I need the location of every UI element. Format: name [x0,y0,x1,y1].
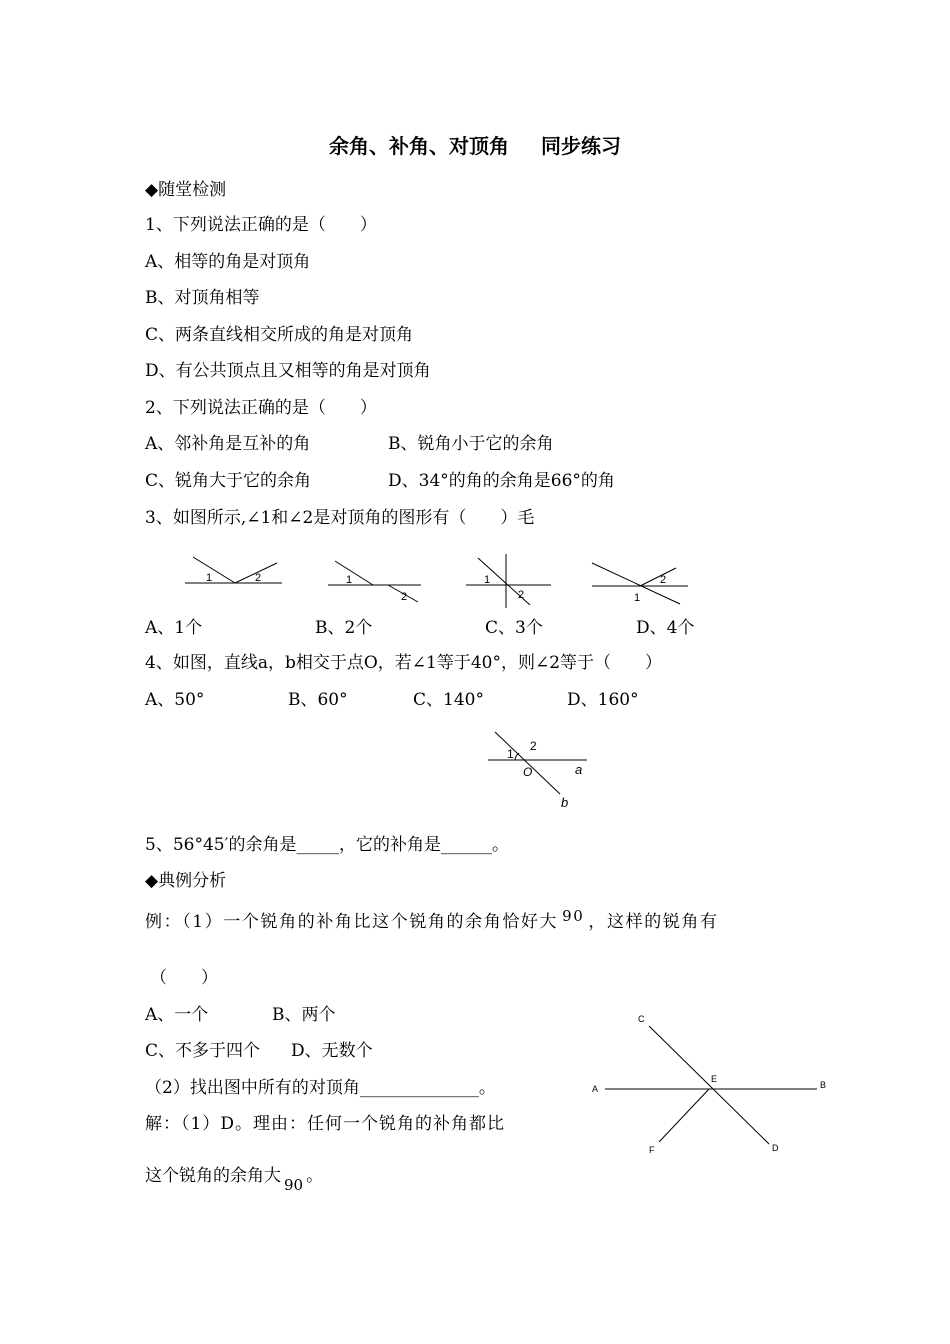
q3-fig2-label-2: 2 [401,591,408,603]
solution-number-90: 90 [284,1176,304,1194]
q3-figure-2 [328,555,428,605]
q2-option-c: C、锐角大于它的余角 [145,471,312,491]
q3-fig3-label-2: 2 [518,589,525,601]
q1-option-b: B、对顶角相等 [145,288,260,308]
q4-fig-label-a: a [575,762,583,777]
example-answer-paren: （ ） [150,968,218,988]
title-sub: 同步练习 [541,134,621,158]
q4-fig-label-1: 1 [507,747,514,761]
q4-option-a: A、50° [145,690,205,710]
q4-fig-label-2: 2 [530,739,537,753]
example-fig-label-e: E [711,1074,718,1084]
example-option-b: B、两个 [272,1005,336,1025]
example-line-1-text: 例：（1）一个锐角的补角比这个锐角的余角恰好大 [145,912,559,932]
q2-option-d: D、34°的角的余角是66°的角 [388,471,615,491]
example-option-c: C、不多于四个 [145,1041,261,1061]
example-question-2: （2）找出图中所有的对顶角______________。 [145,1078,496,1098]
example-fig-label-c: C [638,1014,645,1024]
example-fig-label-f: F [649,1145,655,1155]
q3-fig1-label-2: 2 [255,572,262,584]
q1-option-c: C、两条直线相交所成的角是对顶角 [145,325,414,345]
q1-stem: 1、下列说法正确的是（ ） [145,215,377,235]
q3-option-c: C、3个 [485,618,543,638]
q3-figure-3 [466,552,556,608]
q3-option-d: D、4个 [636,618,695,638]
q3-fig1-label-1: 1 [206,572,213,584]
q4-figure [485,728,595,813]
example-line-1 [145,907,719,932]
example-fig-label-a: A [592,1084,599,1094]
q4-fig-label-b: b [561,795,569,810]
q4-option-d: D、160° [567,690,639,710]
q3-option-a: A、1个 [145,618,203,638]
example-fig-label-d: D [772,1143,779,1153]
q5-stem: 5、56°45′的余角是_____，它的补角是______。 [145,835,509,855]
q3-figure-1 [185,555,285,590]
q4-option-b: B、60° [288,690,348,710]
solution-line-2-text: 这个锐角的余角大 [145,1166,281,1186]
q3-figure-4 [590,558,690,608]
q3-fig2-label-1: 1 [346,574,353,586]
q3-fig4-label-1: 1 [634,592,641,604]
q4-option-c: C、140° [413,690,484,710]
q3-option-b: B、2个 [315,618,373,638]
q1-option-d: D、有公共顶点且又相等的角是对顶角 [145,361,431,381]
section-heading-quiz: ◆随堂检测 [145,180,227,200]
title-main: 余角、补角、对顶角 [329,134,509,158]
example-fig-label-b: B [820,1080,827,1090]
solution-line-2 [145,1166,324,1194]
solution-line-2-end: 。 [306,1166,324,1186]
q3-fig4-label-2: 2 [660,574,667,586]
page-title [0,130,950,159]
q2-option-a: A、邻补角是互补的角 [145,434,311,454]
q2-option-b: B、锐角小于它的余角 [388,434,554,454]
q3-fig3-label-1: 1 [484,574,491,586]
solution-line-1: 解：（1）D。理由：任何一个锐角的补角都比 [145,1114,505,1134]
example-option-a: A、一个 [145,1005,209,1025]
example-line-1-end: ，这样的锐角有 [588,912,719,932]
example-figure [585,1010,835,1160]
q4-stem: 4、如图，直线a，b相交于点O，若∠1等于40°，则∠2等于（ ） [145,653,663,673]
q2-stem: 2、下列说法正确的是（ ） [145,398,377,418]
example-option-d: D、无数个 [291,1041,373,1061]
q4-fig-label-o: O [523,765,533,779]
q1-option-a: A、相等的角是对顶角 [145,252,311,272]
example-number-90: 90 [562,907,585,925]
q3-stem: 3、如图所示,∠1和∠2是对顶角的图形有（ ）毛 [145,508,535,528]
section-heading-examples: ◆典例分析 [145,871,227,891]
